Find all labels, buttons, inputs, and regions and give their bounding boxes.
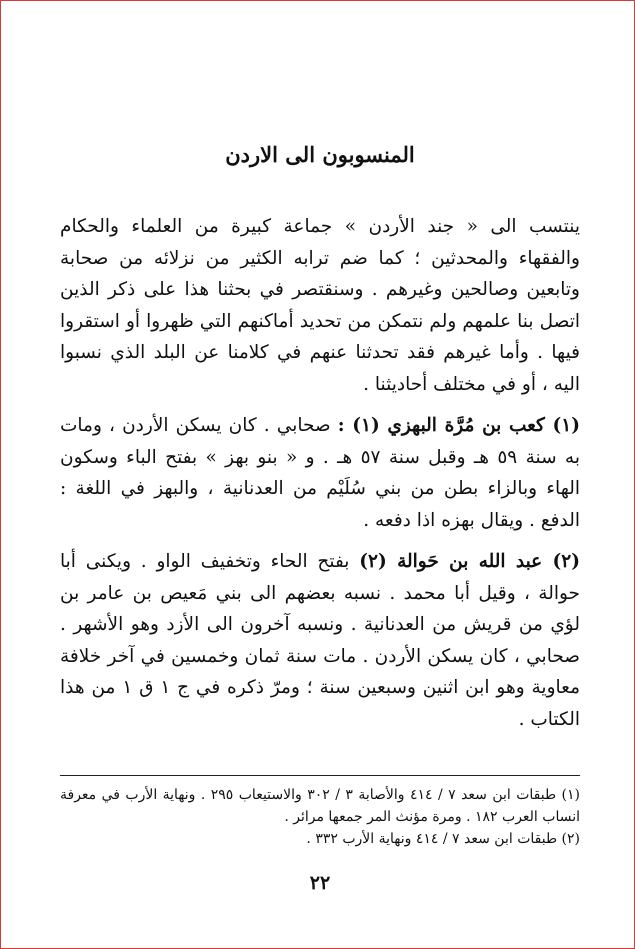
footnote-1: (١) طبقات ابن سعد ٧ / ٤١٤ والأصابة ٣ / ٣٠٢ والاستيعاب ٢٩٥ . ونهاية الأرب في معرفة انساب العرب ١٨٢ . ومرة مؤنث المر جمعها مرائر . xyxy=(60,787,581,825)
page-number: ٢٢ xyxy=(309,872,331,894)
entry-1-body: صحابي . كان يسكن الأردن ، ومات به سنة ٥٩ هـ وقبل سنة ٥٧ هـ . و « بنو بهز » بفتح الباء وسكون الهاء وبالزاء بطن من بني سُلَيْم من العدنانية ، والبهز في اللغة : الدفع . ويقال بهزه اذا دفعه . xyxy=(60,415,580,531)
footnote-separator xyxy=(60,775,580,776)
footnote-2: (٢) طبقات ابن سعد ٧ / ٤١٤ ونهاية الأرب ٣٣٢ . xyxy=(306,831,580,847)
entry-2 xyxy=(60,546,580,735)
intro-paragraph: ينتسب الى « جند الأردن » جماعة كبيرة من العلماء والحكام والفقهاء والمحدثين ؛ كما ضم ترابه الكثير من نزلائه من صحابة وتابعين وصالحين وغيرهم . وسنقتصر في بحثنا هذا على ذكر الذين اتصل بنا علمهم ولم نتمكن من تحديد أماكنهم التي ظهروا أو استقروا فيها . وأما غيرهم فقد تحدثنا عنهم في كلامنا عن البلد الذي نسبوا اليه ، أو في مختلف أحاديثنا . xyxy=(60,216,580,395)
document-page xyxy=(60,120,580,894)
entry-1 xyxy=(60,410,580,536)
footnotes xyxy=(60,784,580,850)
entry-2-body: بفتح الحاء وتخفيف الواو . ويكنى أبا حوالة ، وقيل أبا محمد . نسبه بعضهم الى بني مَعيص بن عامر بن لؤي من قريش من العدنانية . ونسبه آخرون الى الأزد وهو الأشهر . صحابي ، كان يسكن الأردن . مات سنة ثمان وخمسين في آخر خلافة معاوية وهو ابن اثنين وسبعين سنة ؛ ومرّ ذكره في ج ١ ق ١ من هذا الكتاب . xyxy=(60,551,580,730)
entry-1-heading: (١) كعب بن مُرَّة البهزي (١) : xyxy=(337,415,580,436)
entry-2-heading: (٢) عبد الله بن حَوالة (٢) xyxy=(359,551,580,572)
page-title: المنسوبون الى الاردن xyxy=(225,142,415,167)
